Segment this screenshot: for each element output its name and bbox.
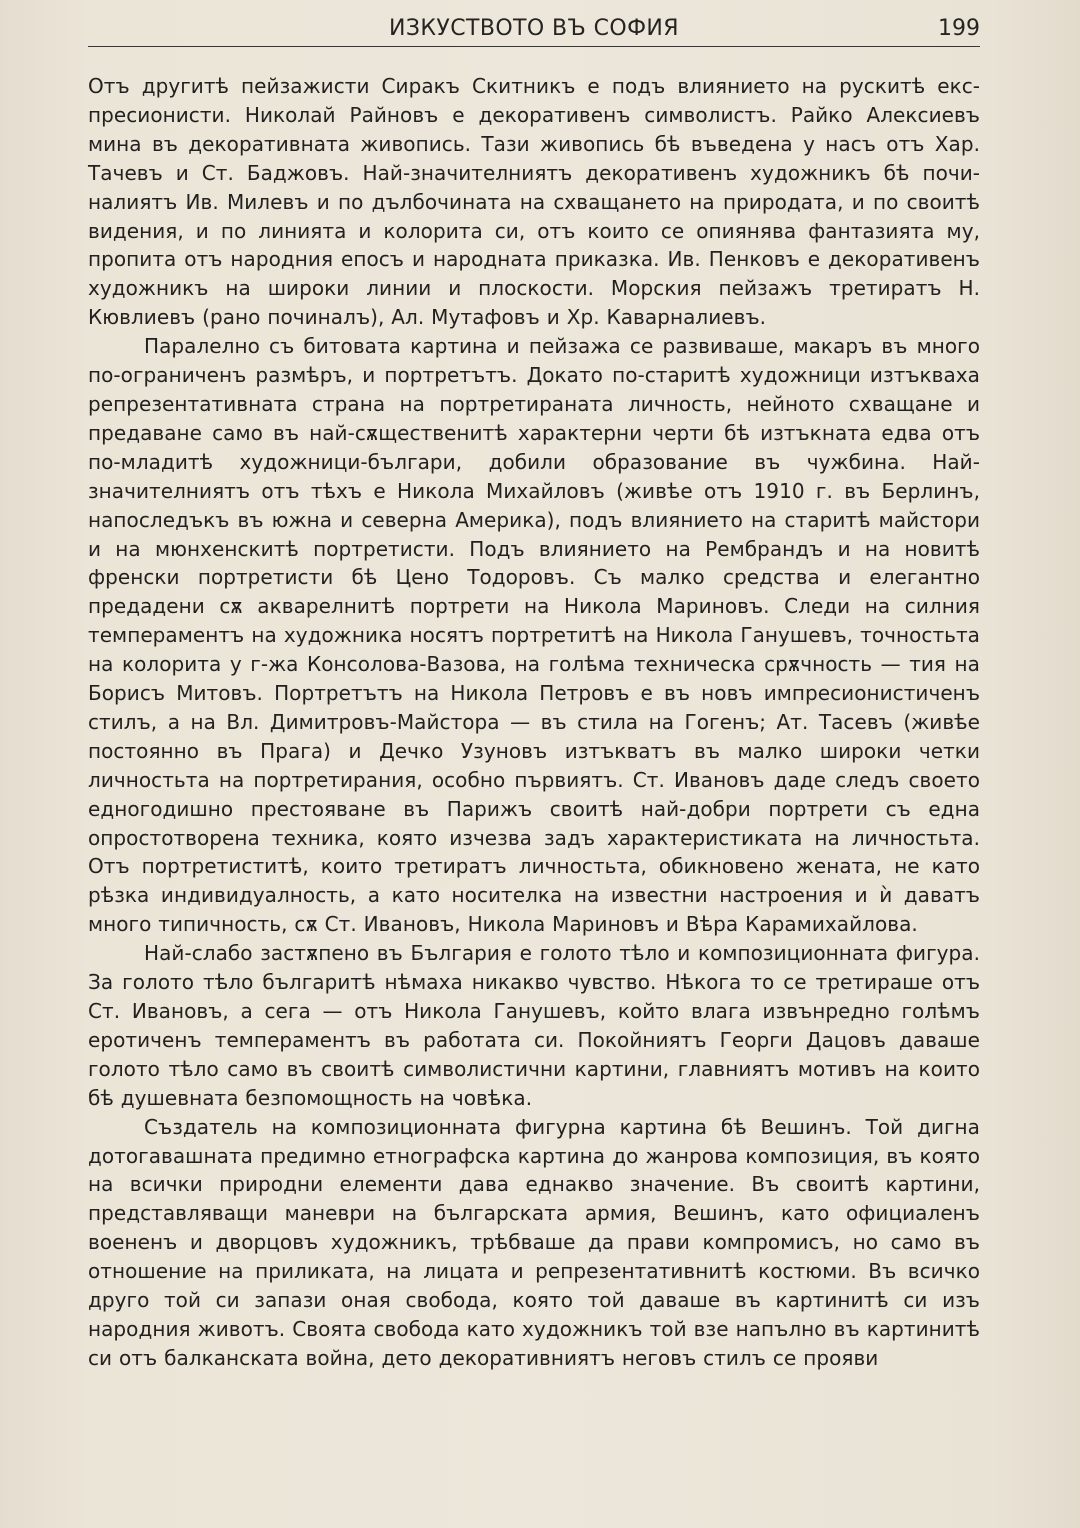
paragraph: Отъ другитѣ пейзажисти Сиракъ Скитникъ е подъ влиянието на рускитѣ експресионисти. Николай Райновъ е декоративенъ символистъ. Райко Алексиевъ мина въ декоративната живопись. Тази живопись бѣ въведена у насъ отъ Хар. Тачевъ и Ст. Баджовъ. Най-значителниятъ декоративенъ художникъ бѣ починалиятъ Ив. Милевъ и по дълбочината на схващането на природата, и по своитѣ видения, и по линията и колорита си, отъ които се опиянява фантазията му, пропита отъ народния епосъ и народната приказка. Ив. Пенковъ е декоративенъ художникъ на широки линии и плоскости. Морския пейзажъ третиратъ Н. Кювлиевъ (рано починалъ), Ал. Мутафовъ и Хр. Каварналиевъ. [88,74,980,330]
paragraph: Паралелно съ битовата картина и пейзажа се развиваше, макаръ въ много по-ограниченъ размѣръ, и портретътъ. Докато по-старитѣ художници изтъкваха репрезентативната страна на портретираната личность, нейното схващане и предаване само въ най-сѫщественитѣ характерни черти бѣ изтъкната едва отъ по-младитѣ художници-българи, добили образование въ чужбина. Най-значителниятъ отъ тѣхъ е Никола Михайловъ (живѣе отъ 1910 г. въ Берлинъ, напоследъкъ въ южна и северна Америка), подъ влиянието на старитѣ майстори и на мюнхенскитѣ портретисти. Подъ влиянието на Рембрандъ и на новитѣ френски портретисти бѣ Цено Тодоровъ. Съ малко средства и елегантно предадени сѫ акварелнитѣ портрети на Никола Мариновъ. Следи на силния темпераментъ на художника носятъ портретитѣ на Никола Ганушевъ, точностьта на колорита у г-жа Консолова-Вазова, на голѣма техническа срѫчность — тия на Борисъ Митовъ. Портретътъ на Никола Петровъ е въ новъ импресионистиченъ стилъ, а на Вл. Димитровъ-Майстора — въ стила на Гогенъ; Ат. Тасевъ (живѣе постоянно въ Прага) и Дечко Узуновъ изтъкватъ въ малко широки четки личностьта на портретирания, особно първиятъ. Ст. Ивановъ даде следъ своето едногодишно престояване въ Парижъ своитѣ най-добри портрети съ една опростотворена техника, която изчезва задъ характеристиката на личностьта. Отъ портретиститѣ, които третиратъ личностьта, обикновено жената, не като рѣзка индивидуалность, а като носителка на известни настроения и ѝ даватъ много типичность, сѫ Ст. Ивановъ, Никола Мариновъ и Вѣра Карамихайлова. [88,334,980,937]
paragraph: Създатель на композиционната фигурна картина бѣ Вешинъ. Той дигна дотогавашната предимно етнографска картина до жанрова композиция, въ която на всички природни елементи дава еднакво значение. Въ своитѣ картини, представляващи маневри на българската армия, Вешинъ, като официаленъ воененъ и дворцовъ художникъ, трѣбваше да прави компромисъ, но само въ отношение на приликата, на лицата и репрезентативнитѣ костюми. Въ всичко друго той си запази оная свобода, която той даваше въ картинитѣ си изъ народния животъ. Своята свобода като художникъ той взе напълно въ картинитѣ си отъ балканската война, дето декоративниятъ неговъ стилъ се прояви [88,1114,980,1370]
body-text [88,72,980,1373]
running-header [88,14,980,48]
header-rule [88,46,980,47]
page-number: 199 [938,16,980,41]
paragraph: Най-слабо застѫпено въ България е голото тѣло и композиционната фигура. За голото тѣло българитѣ нѣмаха никакво чувство. Нѣкога то се третираше отъ Ст. Ивановъ, а сега — отъ Никола Ганушевъ, който влага извънредно голѣмъ еротиченъ темпераментъ въ работата си. Покойниятъ Георги Дацовъ даваше голото тѣло само въ своитѣ символистични картини, главниятъ мотивъ на които бѣ душевната безпомощность на човѣка. [88,941,980,1110]
running-title: ИЗКУСТВОТО ВЪ СОФИЯ [389,16,679,41]
